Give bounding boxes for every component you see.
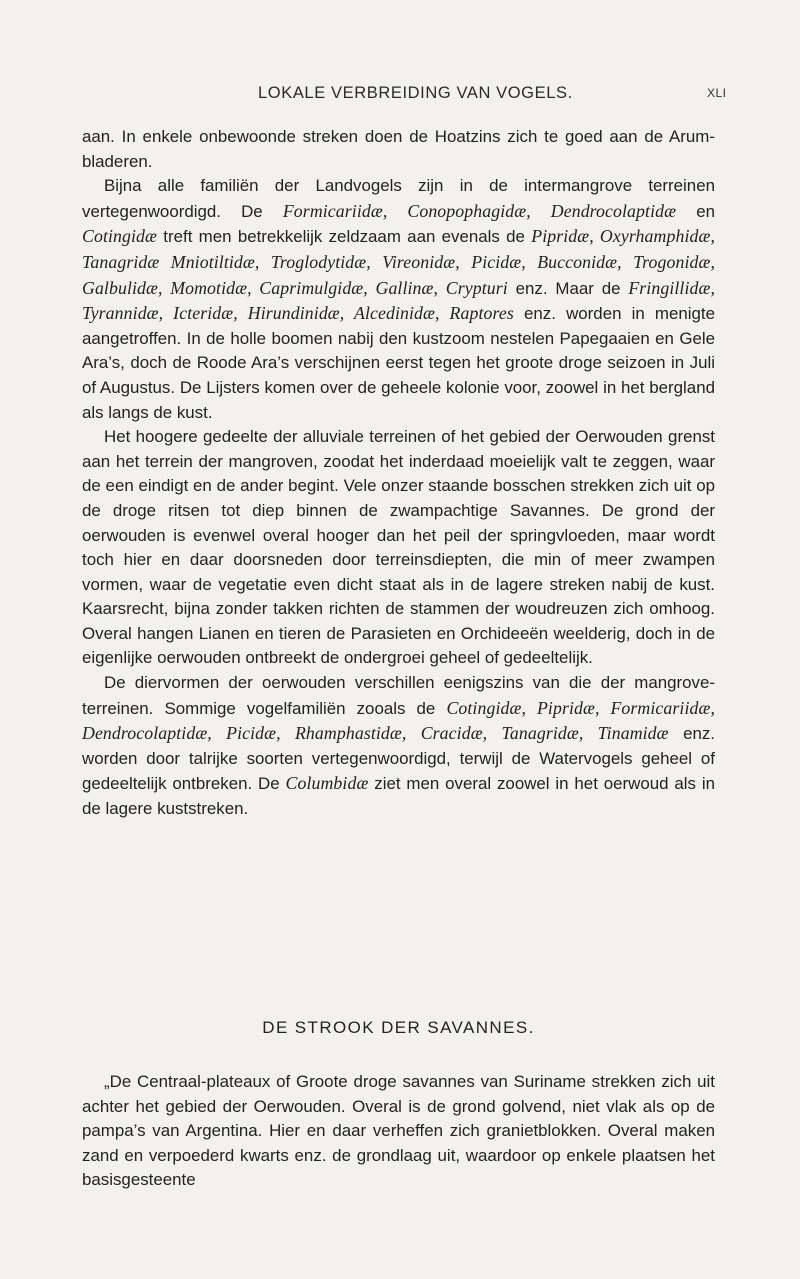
body-text [82,125,715,822]
body-text-continued [82,1070,715,1193]
text-run: enz. worden in menigte aangetroffen. In de holle boomen nabij den kustzoom nestelen Papegaaien en Gele Ara’s, doch de Roode Ara’s verschijnen eerst tegen het groote droge seizoen in Juli of Augustus. De Lijsters komen over de geheele kolonie voor, zoowel in het bergland als langs de kust. [82,304,715,422]
paragraph [82,1070,715,1193]
paragraph [82,125,715,174]
text-run: Het hoogere gedeelte der alluviale terreinen of het gebied der Oerwouden grenst aan het terrein der mangroven, zoodat het inderdaad moeielijk valt te zeggen, waar de een eindigt en de ander begint. Vele onzer staande bosschen strekken zich uit op de droge ritsen tot diep binnen de zwampachtige Savannes. De grond der oerwouden is evenwel overal hooger dan het peil der springvloeden, maar wordt toch hier en daar doorsneden door terreinsdiepten, die min of meer zwampen vormen, waar de vegetatie even dicht staat als in de lagere streken nabij de kust. Kaarsrecht, bijna zonder takken richten de stammen der woudreuzen zich omhoog. Overal hangen Lianen en tieren de Parasieten en Orchideeën weelderig, doch in de eigenlijke oerwouden ontbreekt de ondergroei geheel of gedeeltelijk. [82,427,715,668]
taxon-names: Formicariidæ, Conopophagidæ, Dendrocolaptidæ [282,200,677,221]
taxon-names: Pipridæ, Oxyrhamphidæ, Tanagridæ Mniotiltidæ, Troglodytidæ, Vireonidæ, Picidæ, Bucconidæ, Trogonidæ, Galbulidæ, Momotidæ, Caprimulgidæ, Gallinæ, Crypturi [82,226,715,298]
text-run: Bijna alle familiën der Landvogels zijn in de intermangrove terreinen vertegenwoordigd. De [82,176,715,221]
section-heading: DE STROOK DER SAVANNES. [262,1018,535,1037]
running-head [0,84,800,108]
text-run: „De Centraal-plateaux of Groote droge savannes van Suriname strekken zich uit achter het gebied der Oerwouden. Overal is de grond golvend, niet vlak als op de pampa’s van Argentina. Hier en daar verheffen zich granietblokken. Overal maken zand en verpoederd kwarts enz. de grondlaag uit, waardoor op enkele plaatsen het basisgesteente [82,1072,715,1190]
paragraph [82,174,715,425]
running-title: LOKALE VERBREIDING VAN VOGELS. [258,84,573,102]
text-run: De diervormen der oerwouden verschillen eenigszins van die der mangrove-terreinen. Sommige vogelfamiliën zooals de [82,673,715,718]
taxon-names: Fringillidæ, Tyrannidæ, Icteridæ, Hirundinidæ, Alcedinidæ, Raptores [82,277,715,324]
text-run: aan. In enkele onbewoonde streken doen de Hoatzins zich te goed aan de Arum-bladeren. [82,127,715,171]
text-run: enz. worden door talrijke soorten vertegenwoordigd, terwijl de Watervogels geheel of gedeeltelijk ontbreken. De [82,724,715,794]
text-run: ziet men overal zoowel in het oerwoud als in de lagere kuststreken. [82,774,715,819]
taxon-names: Cotingidæ [82,226,158,247]
paragraph [82,425,715,671]
text-run: en [676,201,716,221]
text-run: enz. Maar de [507,278,629,298]
text-run: treft men betrekkelijk zeldzaam aan evenals de [157,227,532,247]
taxon-names: Columbidæ [285,773,369,794]
page-number: XLI [707,86,727,100]
taxon-names: Cotingidæ, Pipridæ, Formicariidæ, Dendrocolaptidæ, Picidæ, Rhamphastidæ, Cracidæ, Tanagridæ, Tinamidæ [82,697,715,744]
paragraph [82,671,715,822]
